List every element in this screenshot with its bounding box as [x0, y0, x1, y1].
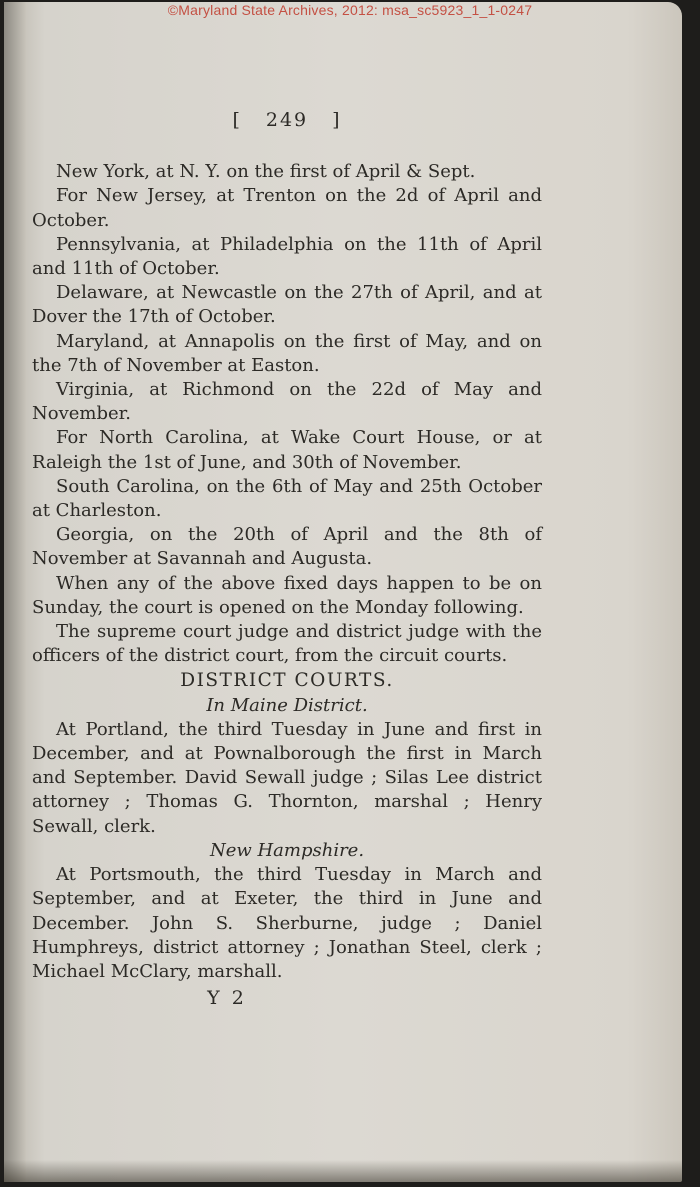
paragraph-virginia: Virginia, at Richmond on the 22d of May and November.	[32, 379, 542, 425]
paragraph-pennsylvania: Pennsylvania, at Philadelphia on the 11th of April and 11th of October.	[32, 233, 542, 280]
page-number-header	[32, 108, 542, 132]
signature-mark: Y 2	[207, 987, 247, 1010]
bracket-open: [	[232, 109, 242, 131]
page-number: 249	[265, 109, 309, 131]
paragraph-new-york: New York, at N. Y. on the first of April & Sept.	[56, 161, 476, 183]
paragraph-georgia: Georgia, on the 20th of April and the 8th of November at Savannah and Augusta.	[32, 524, 542, 570]
paragraph-maine: At Portland, the third Tuesday in June and first in December, and at Pownalborough the first in March and September. David Sewall judge ; Silas Lee district attorney ; Thomas G. Thornton, marshal ; Henry Sewall, clerk.	[32, 718, 542, 837]
page-text	[32, 108, 542, 1010]
subheading-maine: In Maine District.	[206, 694, 368, 716]
section-heading-district-courts: DISTRICT COURTS.	[180, 670, 394, 692]
paragraph-sunday-rule: When any of the above fixed days happen to be on Sunday, the court is opened on the Monday following.	[32, 572, 542, 618]
paragraph-south-carolina: South Carolina, on the 6th of May and 25th October at Charleston.	[32, 475, 542, 522]
paragraph-maryland: Maryland, at Annapolis on the first of May, and on the 7th of November at Easton.	[32, 330, 542, 376]
paragraph-new-jersey: For New Jersey, at Trenton on the 2d of April and October.	[32, 185, 542, 231]
paragraph-new-hampshire: At Portsmouth, the third Tuesday in March and September, and at Exeter, the third in June and December. John S. Sherburne, judge ; Daniel Humphreys, district attorney ; Jonathan Steel, clerk ; Michael McClary, marshall.	[32, 864, 542, 982]
page-gutter-shadow	[4, 2, 26, 1182]
paragraph-north-carolina: For North Carolina, at Wake Court House, or at Raleigh the 1st of June, and 30th of November.	[32, 427, 542, 473]
subheading-new-hampshire: New Hampshire.	[209, 839, 365, 861]
paragraph-delaware: Delaware, at Newcastle on the 27th of April, and at Dover the 17th of October.	[32, 282, 542, 328]
bracket-close: ]	[332, 109, 342, 131]
paragraph-supreme-court: The supreme court judge and district judge with the officers of the district court, from the circuit courts.	[32, 621, 542, 667]
archive-watermark: ©Maryland State Archives, 2012: msa_sc5923_1_1-0247	[167, 2, 533, 18]
page-bottom-shadow	[4, 1160, 682, 1182]
